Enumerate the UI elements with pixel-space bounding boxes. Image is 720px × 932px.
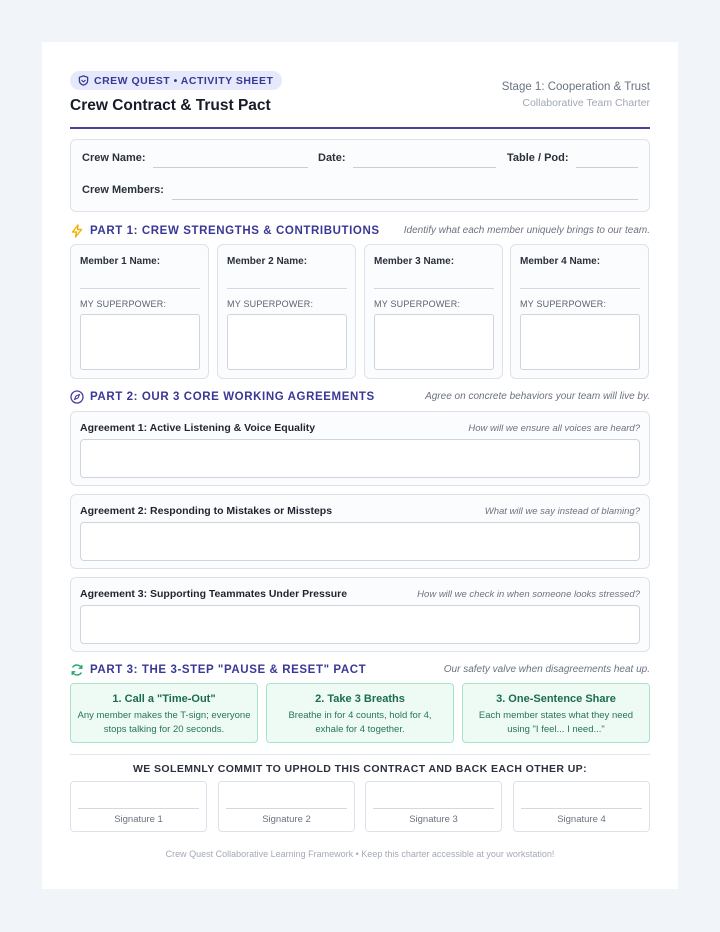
- part3-heading: [70, 663, 650, 679]
- signature-box[interactable]: [218, 781, 355, 832]
- signature-label: Signature 3: [409, 814, 458, 825]
- reset-step-card: [70, 683, 258, 743]
- commitment-statement: WE SOLEMNLY COMMIT TO UPHOLD THIS CONTRACT AND BACK EACH OTHER UP:: [133, 763, 587, 775]
- agreement-card: [70, 577, 650, 652]
- superpower-field[interactable]: [374, 314, 494, 370]
- agreement-card: [70, 494, 650, 569]
- page-title: Crew Contract & Trust Pact: [70, 97, 271, 114]
- part2-note: Agree on concrete behaviors your team will live by.: [425, 391, 650, 402]
- step-description-line: Breathe in for 4 counts, hold for 4,: [288, 710, 432, 721]
- stage-label: Stage 1: Cooperation & Trust: [501, 81, 650, 93]
- agreement-title: Agreement 1: Active Listening & Voice Equality: [80, 422, 316, 434]
- shield-icon: [78, 75, 89, 86]
- compass-icon: [70, 390, 84, 404]
- agreement-title: Agreement 3: Supporting Teammates Under Pressure: [80, 588, 348, 600]
- table-pod-field[interactable]: [576, 167, 638, 168]
- part1-heading: [70, 224, 650, 240]
- signature-label: Signature 2: [262, 814, 311, 825]
- signature-box[interactable]: [70, 781, 207, 832]
- signature-line: [78, 808, 199, 809]
- signature-line: [226, 808, 347, 809]
- agreement-prompt: How will we check in when someone looks stressed?: [417, 589, 640, 600]
- agreement-field[interactable]: [80, 522, 640, 561]
- superpower-label: MY SUPERPOWER:: [80, 299, 167, 309]
- crew-members-label: Crew Members:: [82, 184, 164, 196]
- sheet-header: [70, 71, 650, 129]
- member-card: [70, 244, 209, 379]
- step-description: [273, 709, 447, 737]
- badge-text: CREW QUEST • ACTIVITY SHEET: [94, 74, 274, 87]
- step-description-line: Any member makes the T-sign; everyone: [77, 710, 251, 721]
- member-card: [364, 244, 503, 379]
- crew-info-box: [70, 139, 650, 212]
- page-footer: Crew Quest Collaborative Learning Framework • Keep this charter accessible at your workstation!: [165, 849, 555, 859]
- member-name-field[interactable]: [374, 288, 494, 289]
- step-description-line: Each member states what they need: [478, 710, 634, 721]
- superpower-field[interactable]: [520, 314, 640, 370]
- crew-name-label: Crew Name:: [82, 152, 146, 164]
- lightning-icon: [70, 224, 84, 238]
- superpower-label: MY SUPERPOWER:: [520, 299, 607, 309]
- superpower-label: MY SUPERPOWER:: [227, 299, 314, 309]
- signature-box[interactable]: [365, 781, 502, 832]
- member-name-field[interactable]: [520, 288, 640, 289]
- member-name-label: Member 4 Name:: [520, 256, 601, 267]
- step-title: 3. One-Sentence Share: [496, 693, 616, 705]
- signature-box[interactable]: [513, 781, 650, 832]
- signature-line: [521, 808, 642, 809]
- part3-title: PART 3: THE 3-STEP "PAUSE & RESET" PACT: [90, 664, 367, 676]
- section-divider: [70, 754, 650, 755]
- agreement-field[interactable]: [80, 439, 640, 478]
- agreement-prompt: What will we say instead of blaming?: [484, 506, 640, 517]
- member-card: [217, 244, 356, 379]
- part2-heading: [70, 390, 650, 406]
- refresh-icon: [70, 663, 84, 677]
- member-name-label: Member 1 Name:: [80, 256, 161, 267]
- signature-label: Signature 1: [114, 814, 163, 825]
- step-description-line: using "I feel... I need...": [507, 724, 605, 735]
- step-title: 1. Call a "Time-Out": [112, 693, 216, 705]
- agreement-card: [70, 411, 650, 486]
- superpower-field[interactable]: [80, 314, 200, 370]
- crew-members-field[interactable]: [172, 199, 638, 200]
- reset-step-card: [462, 683, 650, 743]
- agreement-field[interactable]: [80, 605, 640, 644]
- part1-title: PART 1: CREW STRENGTHS & CONTRIBUTIONS: [90, 225, 380, 237]
- signature-label: Signature 4: [557, 814, 606, 825]
- member-name-label: Member 3 Name:: [374, 256, 455, 267]
- step-description: [469, 709, 643, 737]
- member-name-field[interactable]: [227, 288, 347, 289]
- step-description: [77, 709, 251, 737]
- part3-note: Our safety valve when disagreements heat up.: [443, 664, 650, 675]
- signature-line: [373, 808, 494, 809]
- table-pod-label: Table / Pod:: [507, 152, 569, 164]
- superpower-field[interactable]: [227, 314, 347, 370]
- member-name-field[interactable]: [80, 288, 200, 289]
- reset-step-card: [266, 683, 454, 743]
- activity-sheet: [42, 42, 678, 889]
- superpower-label: MY SUPERPOWER:: [374, 299, 461, 309]
- part2-title: PART 2: OUR 3 CORE WORKING AGREEMENTS: [90, 391, 375, 403]
- crew-name-field[interactable]: [153, 167, 308, 168]
- part1-note: Identify what each member uniquely brings to our team.: [403, 225, 650, 236]
- activity-badge: [70, 71, 282, 90]
- step-description-line: stops talking for 20 seconds.: [103, 724, 225, 735]
- member-card: [510, 244, 649, 379]
- agreement-title: Agreement 2: Responding to Mistakes or Missteps: [80, 505, 333, 517]
- step-description-line: exhale for 4 together.: [315, 724, 405, 735]
- date-label: Date:: [318, 152, 346, 164]
- member-name-label: Member 2 Name:: [227, 256, 308, 267]
- stage-subtitle: Collaborative Team Charter: [522, 97, 650, 109]
- step-title: 2. Take 3 Breaths: [315, 693, 405, 705]
- agreement-prompt: How will we ensure all voices are heard?: [468, 423, 640, 434]
- date-field[interactable]: [353, 167, 496, 168]
